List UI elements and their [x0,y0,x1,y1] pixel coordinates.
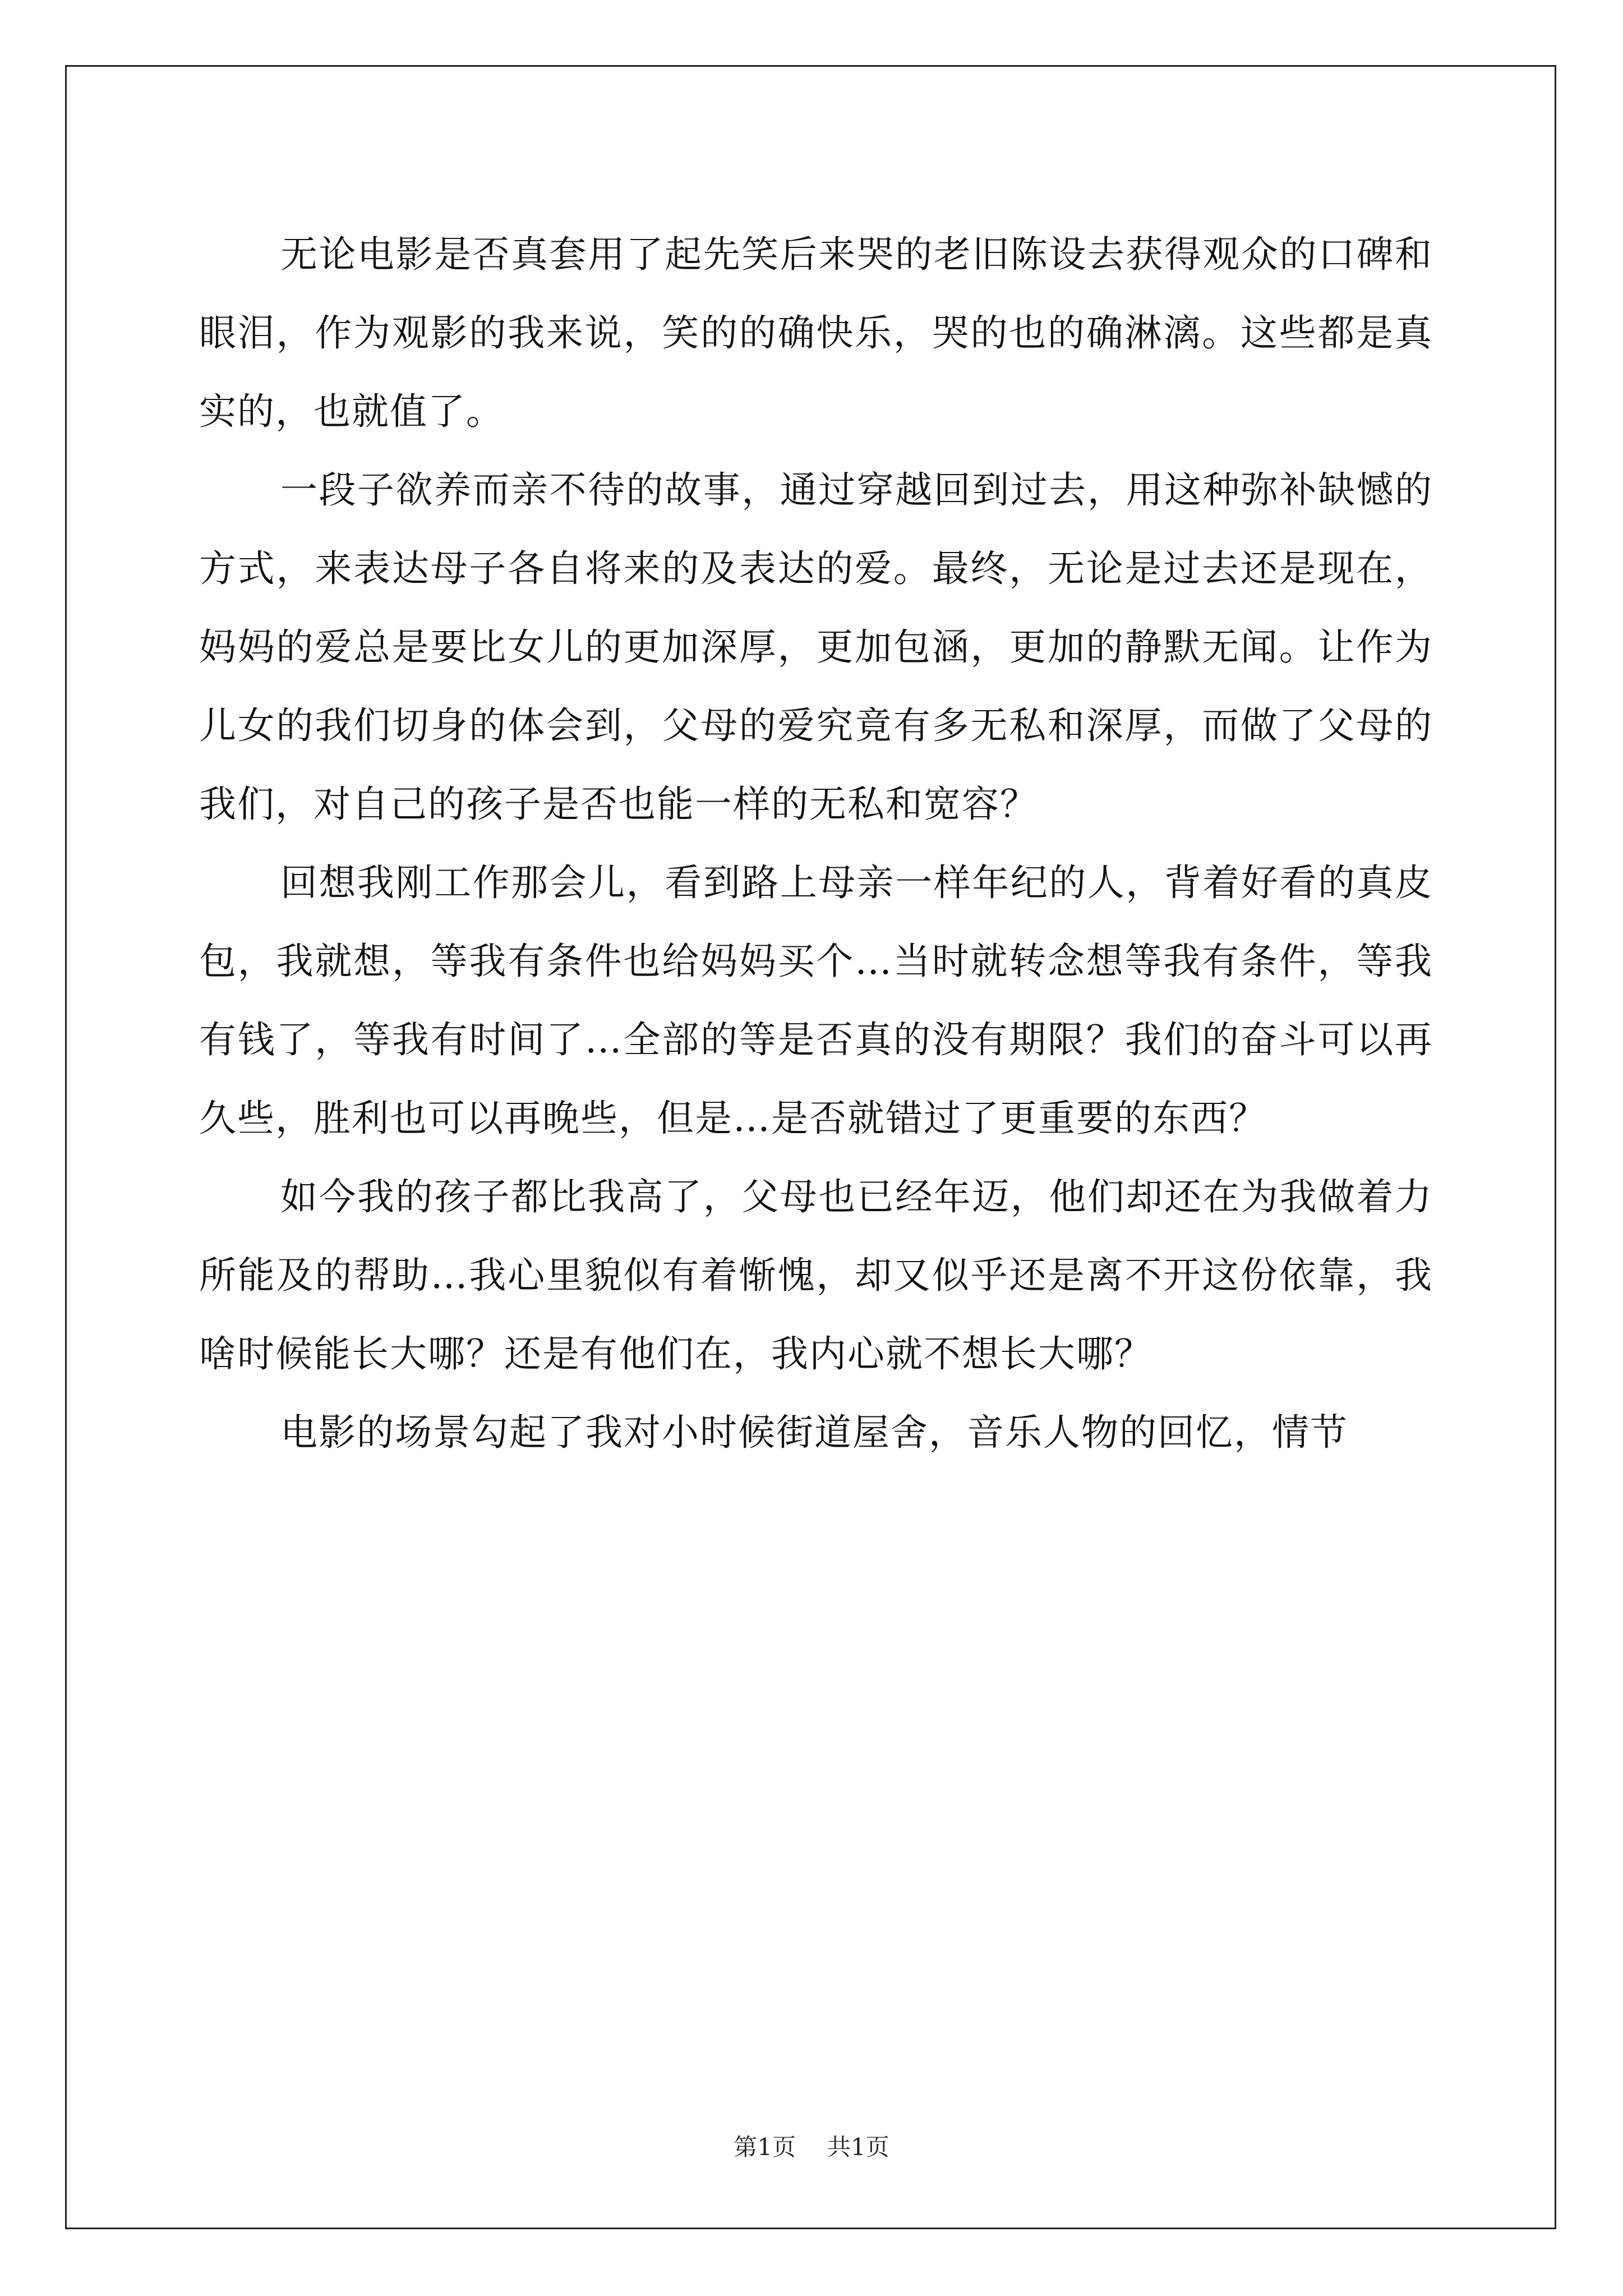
paragraph: 回想我刚工作那会儿，看到路上母亲一样年纪的人，背着好看的真皮包，我就想，等我有条件也给妈妈买个…当时就转念想等我有条件，等我有钱了，等我有时间了…全部的等是否真的没有期限？我们的奋斗可以再久些，胜利也可以再晚些，但是…是否就错过了更重要的东西？ [199,861,1433,1140]
page-footer [0,2131,1623,2164]
page-number-current: 第1页 [734,2133,796,2161]
paragraph: 无论电影是否真套用了起先笑后来哭的老旧陈设去获得观众的口碑和眼泪，作为观影的我来说，笑的的确快乐，哭的也的确淋漓。这些都是真实的，也就值了。 [199,233,1433,433]
paragraph: 电影的场景勾起了我对小时候街道屋舍，音乐人物的回忆，情节 [280,1411,1348,1454]
page-number-total: 共1页 [827,2133,889,2161]
paragraph: 如今我的孩子都比我高了，父母也已经年迈，他们却还在为我做着力所能及的帮助…我心里貌似有着惭愧，却又似乎还是离不开这份依靠，我啥时候能长大哪？还是有他们在，我内心就不想长大哪？ [199,1175,1433,1375]
document-body [199,215,1433,1472]
paragraph: 一段子欲养而亲不待的故事，通过穿越回到过去，用这种弥补缺憾的方式，来表达母子各自将来的及表达的爱。最终，无论是过去还是现在，妈妈的爱总是要比女儿的更加深厚，更加包涵，更加的静默无闻。让作为儿女的我们切身的体会到，父母的爱究竟有多无私和深厚，而做了父母的我们，对自己的孩子是否也能一样的无私和宽容？ [199,468,1433,826]
